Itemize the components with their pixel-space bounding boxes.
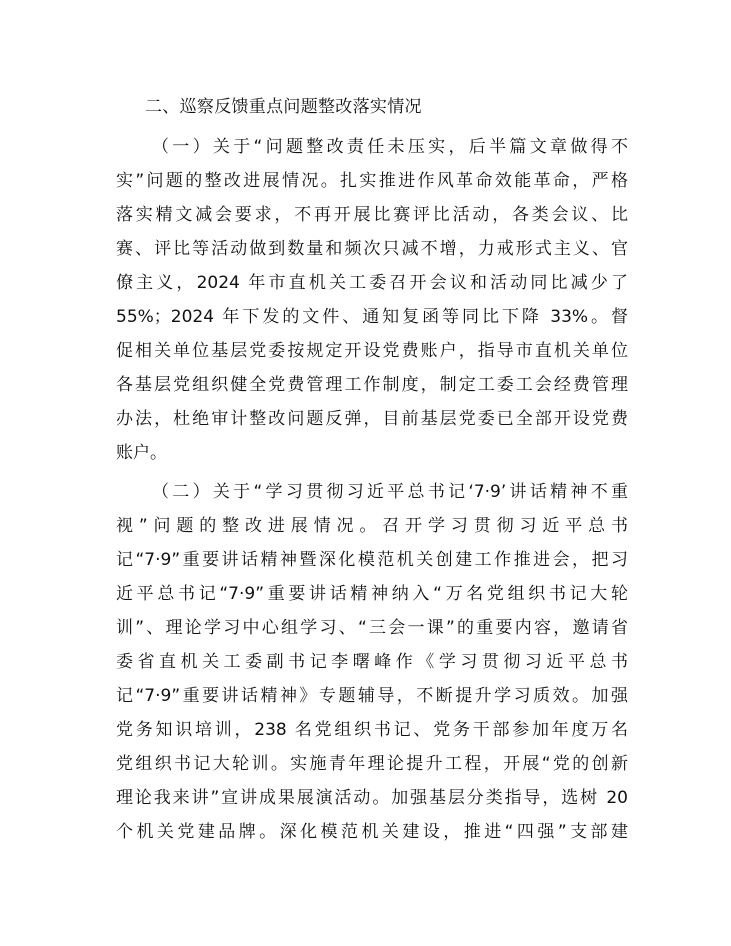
paragraph-line: 党务知识培训，238 名党组织书记、党务干部参加年度万名 [116, 720, 628, 740]
paragraph-line: 委省直机关工委副书记李曙峰作《学习贯彻习近平总书 [116, 652, 628, 672]
paragraph-line: 赛、评比等活动做到数量和频次只减不增，力戒形式主义、官 [116, 239, 628, 259]
paragraph-line: 促相关单位基层党委按规定开设党费账户，指导市直机关单位 [116, 341, 628, 361]
paragraph-line: 训”、理论学习中心组学习、“三会一课”的重要内容，邀请省 [116, 618, 628, 638]
paragraph-line: 实”问题的整改进展情况。扎实推进作风革命效能革命，严格 [116, 171, 628, 191]
paragraph-line: （一）关于“问题整改责任未压实，后半篇文章做得不 [152, 137, 628, 157]
paragraph-line: 账户。 [116, 443, 167, 463]
paragraph-line: （二）关于“学习贯彻习近平总书记‘7·9’讲话精神不重 [152, 482, 628, 502]
paragraph-line: 党组织书记大轮训。实施青年理论提升工程，开展“党的创新 [116, 754, 628, 774]
paragraph-line: 记“7·9”重要讲话精神暨深化模范机关创建工作推进会，把习 [116, 550, 628, 570]
paragraph-line: 落实精文减会要求，不再开展比赛评比活动，各类会议、比 [116, 205, 628, 225]
paragraph-2 [116, 475, 628, 849]
section-heading: 二、巡察反馈重点问题整改落实情况 [145, 97, 422, 117]
paragraph-line: 视”问题的整改进展情况。召开学习贯彻习近平总书 [116, 516, 628, 536]
paragraph-line: 理论我来讲”宣讲成果展演活动。加强基层分类指导，选树 20 [116, 788, 628, 808]
paragraph-1 [116, 130, 628, 470]
paragraph-line: 僚主义，2024 年市直机关工委召开会议和活动同比减少了 [116, 273, 628, 293]
paragraph-line: 办法，杜绝审计整改问题反弹，目前基层党委已全部开设党费 [116, 409, 628, 429]
paragraph-line: 近平总书记“7·9”重要讲话精神纳入“万名党组织书记大轮 [116, 584, 628, 604]
paragraph-line: 个机关党建品牌。深化模范机关建设，推进“四强”支部建 [116, 822, 628, 842]
paragraph-line: 55%；2024 年下发的文件、通知复函等同比下降 33%。督 [116, 307, 628, 327]
paragraph-line: 各基层党组织健全党费管理工作制度，制定工委工会经费管理 [116, 375, 628, 395]
paragraph-line: 记“7·9”重要讲话精神》专题辅导，不断提升学习质效。加强 [116, 686, 628, 706]
